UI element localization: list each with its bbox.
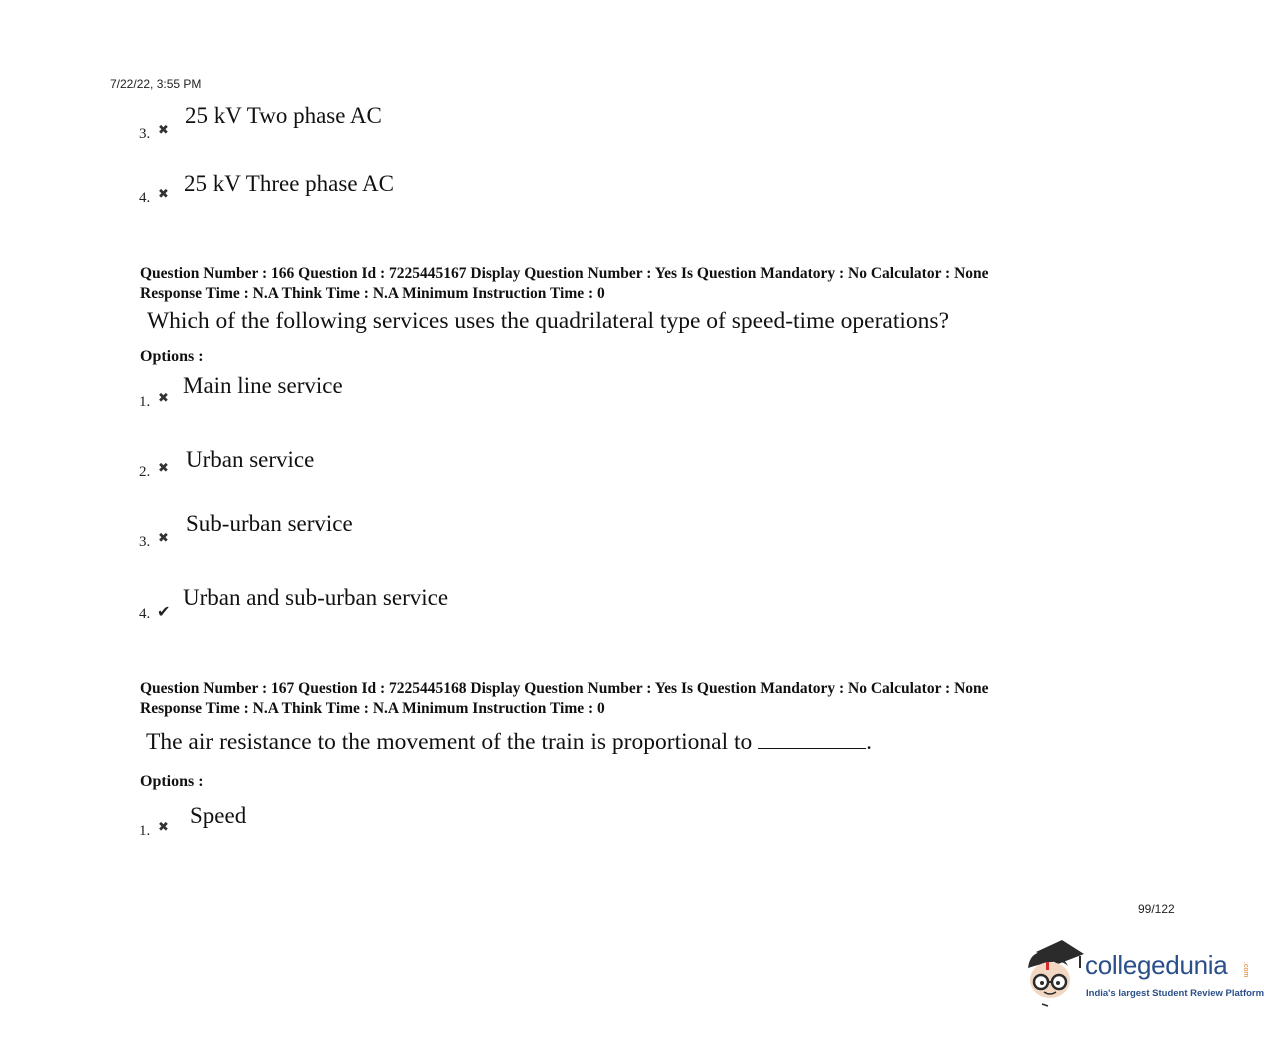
question-meta-line1: Question Number : 167 Question Id : 7225445168 Display Question Number : Yes Is Question Mandatory : No Calculator : None bbox=[140, 680, 989, 697]
brand-name: collegedunia bbox=[1085, 950, 1228, 980]
fill-in-blank bbox=[758, 730, 866, 749]
option-number: 3. bbox=[139, 534, 151, 550]
option-text: Urban and sub-urban service bbox=[183, 585, 449, 610]
question-meta-line1: Question Number : 166 Question Id : 7225445167 Display Question Number : Yes Is Question Mandatory : No Calculator : None bbox=[140, 265, 989, 282]
question-text bbox=[146, 729, 872, 756]
question-text-main: The air resistance to the movement of the train is proportional to bbox=[146, 729, 753, 755]
options-label: Options : bbox=[140, 773, 204, 790]
wrong-mark-icon: ✖ bbox=[158, 820, 169, 835]
question-text: Which of the following services uses the quadrilateral type of speed-time operations? bbox=[147, 308, 949, 334]
option-text: 25 kV Three phase AC bbox=[184, 171, 394, 196]
collegedunia-mascot-logo bbox=[1022, 938, 1086, 1008]
option-number: 1. bbox=[139, 394, 151, 410]
option-text: 25 kV Two phase AC bbox=[185, 103, 382, 128]
option-text: Urban service bbox=[186, 447, 315, 472]
wrong-mark-icon: ✖ bbox=[158, 531, 169, 546]
option-number: 4. bbox=[139, 606, 151, 622]
option-number: 2. bbox=[139, 464, 151, 480]
option-number: 3. bbox=[139, 126, 151, 142]
print-timestamp: 7/22/22, 3:55 PM bbox=[110, 77, 202, 91]
option-text: Speed bbox=[190, 803, 247, 828]
brand-tagline: India's largest Student Review Platform bbox=[1086, 988, 1265, 999]
question-meta-line2: Response Time : N.A Think Time : N.A Minimum Instruction Time : 0 bbox=[140, 285, 605, 302]
question-meta-line2: Response Time : N.A Think Time : N.A Minimum Instruction Time : 0 bbox=[140, 700, 605, 717]
option-number: 4. bbox=[139, 190, 151, 206]
option-text: Sub-urban service bbox=[186, 511, 353, 536]
wrong-mark-icon: ✖ bbox=[158, 461, 169, 476]
brand-suffix: .com bbox=[1242, 962, 1249, 978]
options-label: Options : bbox=[140, 348, 204, 365]
correct-check-icon: ✔ bbox=[157, 602, 171, 621]
wrong-mark-icon: ✖ bbox=[158, 187, 169, 202]
wrong-mark-icon: ✖ bbox=[158, 123, 169, 138]
question-text-end: . bbox=[866, 729, 872, 755]
option-number: 1. bbox=[139, 823, 151, 839]
wrong-mark-icon: ✖ bbox=[158, 391, 169, 406]
option-text: Main line service bbox=[183, 373, 343, 398]
page-number: 99/122 bbox=[1138, 902, 1175, 916]
